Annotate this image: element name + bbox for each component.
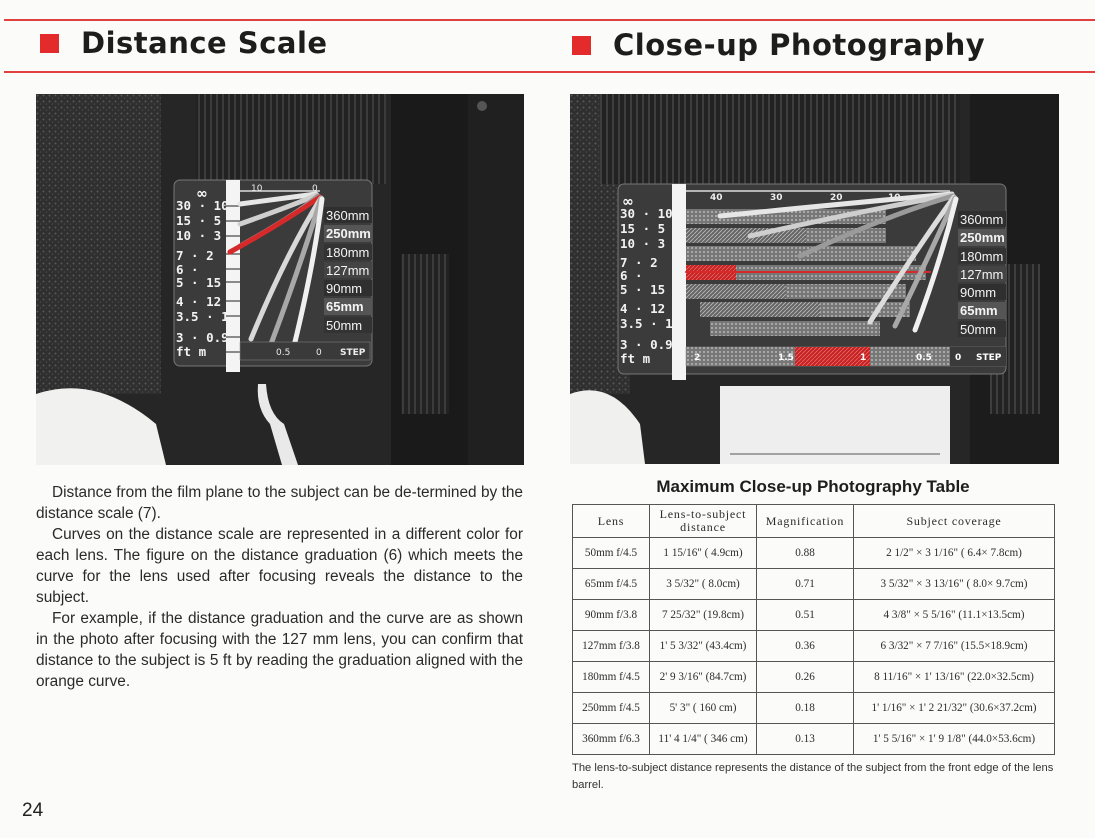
lens-label: 127mm xyxy=(960,267,1004,282)
scale-number: 6 · xyxy=(620,268,643,283)
table-cell: 127mm f/3.8 xyxy=(573,631,650,662)
lens-label: 90mm xyxy=(960,285,997,300)
distance-scale-heading xyxy=(40,26,328,60)
table-cell: 0.36 xyxy=(757,631,854,662)
under-heading-rule xyxy=(4,71,1095,73)
table-title: Maximum Close-up Photography Table xyxy=(656,477,970,496)
column-header: Lens-to-subject distance xyxy=(650,505,757,538)
scale-number: 3.5 · 1 xyxy=(620,316,673,331)
distance-scale-photo xyxy=(36,94,524,465)
close-up-heading xyxy=(572,28,985,62)
scale-numbers xyxy=(176,198,229,359)
table-header-row xyxy=(573,505,1055,538)
table-cell: 0.18 xyxy=(757,693,854,724)
scale-number: 30 · 10 xyxy=(620,206,673,221)
table-footnote: The lens-to-subject distance represents the distance of the subject from the front edge of the lens barrel. xyxy=(572,762,1054,791)
table-cell: 0.71 xyxy=(757,569,854,600)
table-cell: 0.51 xyxy=(757,600,854,631)
table-cell: 1 15/16" ( 4.9cm) xyxy=(650,538,757,569)
table-cell: 50mm f/4.5 xyxy=(573,538,650,569)
lens-label: 360mm xyxy=(960,212,1004,227)
close-up-scale-photo xyxy=(570,94,1059,464)
table-cell: 360mm f/6.3 xyxy=(573,724,650,755)
bottom-label: 0.5 xyxy=(276,348,291,358)
lens-label: 360mm xyxy=(326,208,370,223)
scale-number: 3 · 0.9 xyxy=(620,337,673,352)
scale-number: ft m xyxy=(620,351,651,366)
table-cell: 11' 4 1/4" ( 346 cm) xyxy=(650,724,757,755)
scale-number: 15 · 5 xyxy=(620,221,666,236)
paragraph: Distance from the film plane to the subject can be de-termined by the distance scale (7). xyxy=(36,484,523,522)
lens-label: 127mm xyxy=(326,263,370,278)
bottom-label: 0.5 xyxy=(916,353,932,363)
red-square-bullet-icon xyxy=(572,36,591,55)
top-tick: 0 xyxy=(946,193,953,203)
lens-label: 50mm xyxy=(960,322,997,337)
column-header: Subject coverage xyxy=(854,505,1055,538)
top-tick: 40 xyxy=(710,193,723,203)
scale-number: ft m xyxy=(176,344,207,359)
lens-labels xyxy=(958,211,1006,337)
page-number: 24 xyxy=(22,800,44,821)
table-cell: 7 25/32" (19.8cm) xyxy=(650,600,757,631)
lens-label: 65mm xyxy=(326,299,364,314)
infinity-mark: ∞ xyxy=(196,186,208,202)
table-cell: 0.26 xyxy=(757,662,854,693)
paragraph: Curves on the distance scale are represented in a different color for each lens. The figure on the distance graduation (6) which meets the curve for the lens used after focusing reveals the distance to the subject. xyxy=(36,526,523,606)
bottom-label: STEP xyxy=(976,353,1002,363)
bottom-label: 1.5 xyxy=(778,353,794,363)
table-row xyxy=(573,724,1055,755)
table-cell: 2' 9 3/16" (84.7cm) xyxy=(650,662,757,693)
table-cell: 5' 3" ( 160 cm) xyxy=(650,693,757,724)
scale-number: 5 · 15 xyxy=(620,282,666,297)
leatherette-texture xyxy=(36,94,161,394)
column-header: Lens xyxy=(573,505,650,538)
table-cell: 8 11/16" × 1' 13/16" (22.0×32.5cm) xyxy=(854,662,1055,693)
table-cell: 3 5/32" ( 8.0cm) xyxy=(650,569,757,600)
close-up-scale-photo-drawing xyxy=(570,94,1059,464)
table-cell: 6 3/32" × 7 7/16" (15.5×18.9cm) xyxy=(854,631,1055,662)
table-cell: 180mm f/4.5 xyxy=(573,662,650,693)
red-square-bullet-icon xyxy=(40,34,59,53)
table-cell: 65mm f/4.5 xyxy=(573,569,650,600)
column-header: Magnification xyxy=(757,505,854,538)
heading-text: Close-up Photography xyxy=(613,28,986,62)
close-up-table xyxy=(572,504,1055,755)
lens-label: 180mm xyxy=(960,249,1004,264)
lens-label: 90mm xyxy=(326,281,363,296)
lens-labels xyxy=(324,207,372,333)
scale-number: 30 · 10 xyxy=(176,198,229,213)
distance-scale-description xyxy=(36,482,523,692)
lens-label: 250mm xyxy=(326,226,371,241)
scale-number: 4 · 12 xyxy=(176,294,222,309)
table-row xyxy=(573,693,1055,724)
table-cell: 1' 1/16" × 1' 2 21/32" (30.6×37.2cm) xyxy=(854,693,1055,724)
bottom-label: 0 xyxy=(955,353,962,363)
table-cell: 0.13 xyxy=(757,724,854,755)
film-plane-highlight xyxy=(720,386,950,464)
scale-number: 7 · 2 xyxy=(620,255,658,270)
distance-scale-photo-drawing xyxy=(36,94,524,465)
scale-numbers xyxy=(620,206,673,366)
scale-number: 4 · 12 xyxy=(620,301,666,316)
table-cell: 1' 5 3/32" (43.4cm) xyxy=(650,631,757,662)
bottom-label: 2 xyxy=(694,353,701,363)
scale-number: 10 · 3 xyxy=(176,228,222,243)
lens-label: 50mm xyxy=(326,318,363,333)
lens-label: 180mm xyxy=(326,245,370,260)
infinity-mark: ∞ xyxy=(622,194,634,210)
scale-number: 3.5 · 1 xyxy=(176,309,229,324)
table-row xyxy=(573,569,1055,600)
top-tick: 10 xyxy=(888,193,901,203)
table-cell: 250mm f/4.5 xyxy=(573,693,650,724)
top-tick: 20 xyxy=(830,193,843,203)
lens-label: 250mm xyxy=(960,230,1005,245)
scale-number: 15 · 5 xyxy=(176,213,222,228)
top-tick-0: 0 xyxy=(312,184,318,194)
table-row xyxy=(573,538,1055,569)
scale-number: 5 · 15 xyxy=(176,275,222,290)
table-cell: 2 1/2" × 3 1/16" ( 6.4× 7.8cm) xyxy=(854,538,1055,569)
table-row xyxy=(573,600,1055,631)
table-cell: 1' 5 5/16" × 1' 9 1/8" (44.0×53.6cm) xyxy=(854,724,1055,755)
bottom-label: 1 xyxy=(860,353,867,363)
bottom-label: STEP xyxy=(340,348,366,358)
table-cell: 90mm f/3.8 xyxy=(573,600,650,631)
distance-graduation-bar xyxy=(672,184,686,380)
table-cell: 4 3/8" × 5 5/16" (11.1×13.5cm) xyxy=(854,600,1055,631)
top-tick-10: 10 xyxy=(251,184,263,194)
table-row xyxy=(573,631,1055,662)
heading-text: Distance Scale xyxy=(81,26,328,60)
table-cell: 0.88 xyxy=(757,538,854,569)
scale-number: 10 · 3 xyxy=(620,236,666,251)
table-cell: 3 5/32" × 3 13/16" ( 8.0× 9.7cm) xyxy=(854,569,1055,600)
lens-label: 65mm xyxy=(960,303,998,318)
bottom-label: 0 xyxy=(316,348,322,358)
table-row xyxy=(573,662,1055,693)
scale-number: 3 · 0.9 xyxy=(176,330,229,345)
top-rule xyxy=(4,19,1095,21)
paragraph: For example, if the distance graduation and the curve are as shown in the photo after focusing with the 127 mm lens, you can confirm that distance to the subject is 5 ft by reading the graduation aligned with the orange curve. xyxy=(36,610,523,690)
scale-number: 6 · xyxy=(176,262,199,277)
scale-number: 7 · 2 xyxy=(176,248,214,263)
highlighted-step-range xyxy=(795,347,870,366)
top-tick: 30 xyxy=(770,193,783,203)
